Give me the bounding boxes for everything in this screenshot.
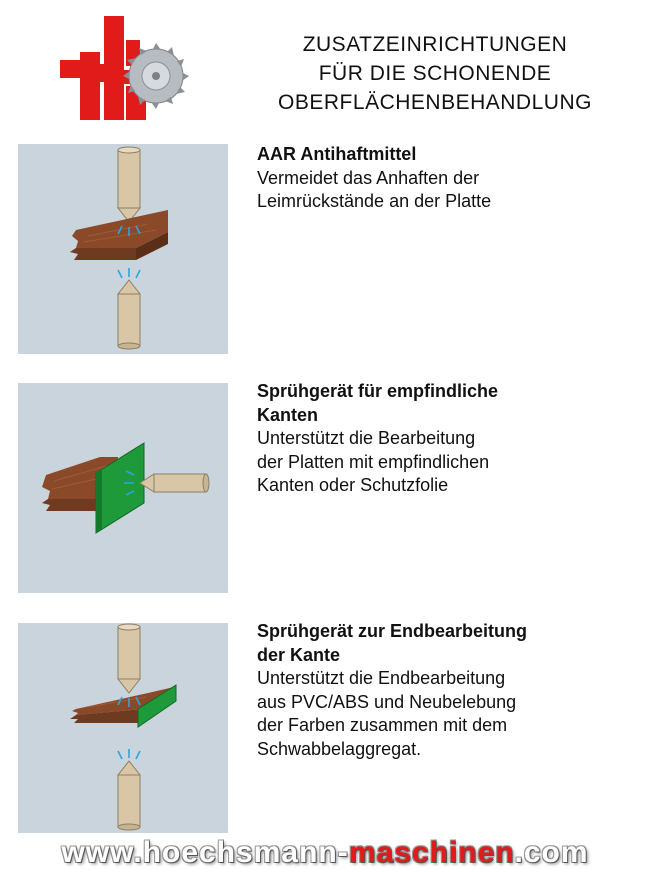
saw-blade-icon: [60, 14, 190, 126]
spray-nozzles-board-illustration: [18, 144, 228, 354]
feature-desc-line: Kanten oder Schutzfolie: [257, 475, 449, 495]
website-watermark: [0, 836, 650, 870]
feature-desc-line: Vermeidet das Anhaften der: [257, 167, 480, 188]
feature-title-line: Sprühgerät zur Endbearbeitung: [257, 621, 528, 641]
title-line-2: FÜR DIE SCHONENDE: [318, 62, 552, 85]
illustration-panel-3: [18, 623, 228, 833]
feature-title-line: Sprühgerät für empfindliche: [257, 381, 499, 401]
edge-finish-spray-illustration: [18, 623, 228, 833]
feature-desc-line: Unterstützt die Endbearbeitung: [257, 668, 506, 688]
feature-aar: [257, 143, 637, 214]
feature-desc-line: Unterstützt die Bearbeitung: [257, 428, 476, 448]
watermark-prefix: www.hoechsmann-: [61, 836, 349, 869]
company-logo: [60, 14, 190, 126]
feature-desc-line: Schwabbelaggregat.: [257, 738, 422, 759]
feature-desc-line: Leimrückstände an der Platte: [257, 191, 492, 211]
feature-title-line: der Kante: [257, 644, 341, 665]
watermark-brand: maschinen: [348, 836, 515, 869]
title-line-1: ZUSATZEINRICHTUNGEN: [302, 33, 568, 56]
feature-description: [257, 667, 637, 761]
feature-desc-line: aus PVC/ABS und Neubelebung: [257, 691, 517, 712]
feature-description: [257, 427, 637, 498]
feature-desc-line: der Farben zusammen mit dem: [257, 715, 508, 735]
watermark-suffix: .com: [514, 836, 589, 869]
feature-title-line: AAR Antihaftmittel: [257, 144, 417, 164]
feature-description: [257, 167, 637, 214]
feature-edge-spray: [257, 380, 637, 498]
feature-title: [257, 143, 637, 167]
feature-title: [257, 620, 637, 667]
feature-desc-line: der Platten mit empfindlichen: [257, 451, 490, 472]
title-line-3: OBERFLÄCHENBEHANDLUNG: [278, 91, 592, 114]
feature-title: [257, 380, 637, 427]
illustration-panel-1: [18, 144, 228, 354]
illustration-panel-2: [18, 383, 228, 593]
page-title: [240, 30, 630, 117]
feature-edge-finish: [257, 620, 637, 761]
feature-title-line: Kanten: [257, 404, 319, 425]
side-spray-edge-illustration: [18, 383, 228, 593]
